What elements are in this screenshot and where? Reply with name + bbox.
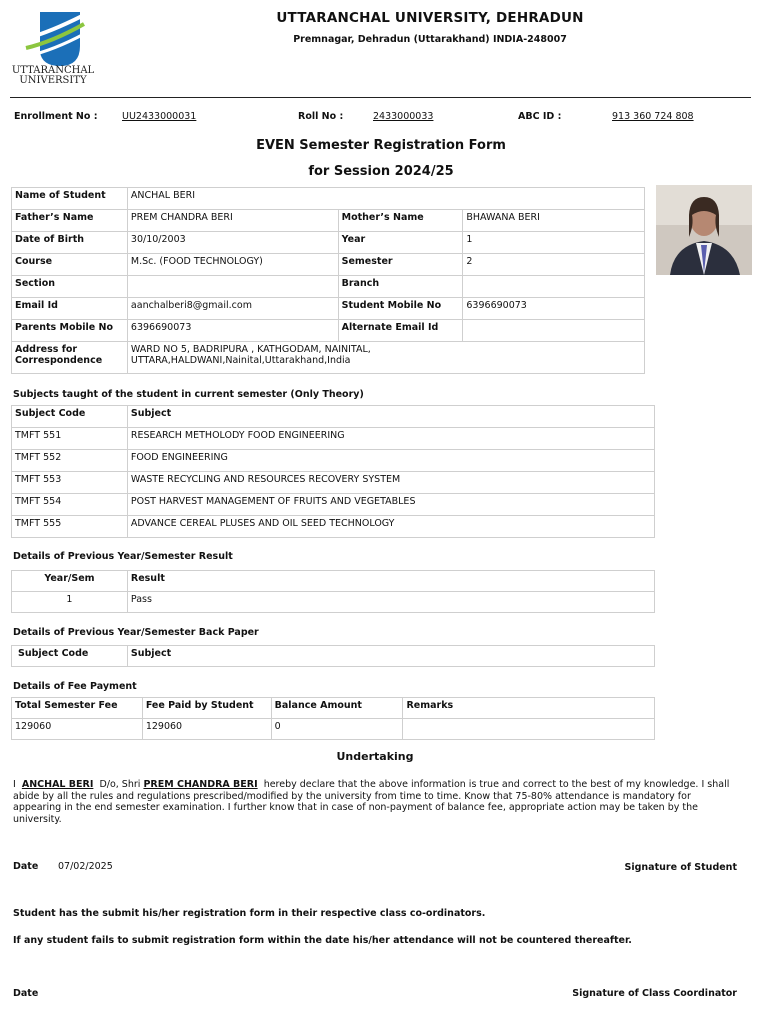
date-value-student: 07/02/2025 (58, 861, 113, 872)
col-subject: Subject (127, 406, 654, 428)
enrollment-value: UU2433000031 (122, 111, 197, 122)
email-value: aanchalberi8@gmail.com (127, 298, 338, 320)
university-address: Premnagar, Dehradun (Uttarakhand) INDIA-248007 (293, 34, 567, 45)
form-title: EVEN Semester Registration Form (256, 138, 506, 153)
logo-text-line1: UTTARANCHAL (11, 65, 95, 76)
remarks-value (403, 719, 655, 740)
table-row (12, 516, 655, 538)
table-row (12, 254, 645, 276)
course-label: Course (12, 254, 128, 276)
subject-name: WASTE RECYCLING AND RESOURCES RECOVERY SYSTEM (127, 472, 654, 494)
col-backpaper-code: Subject Code (12, 646, 128, 667)
prev-result-table (11, 570, 655, 613)
table-row (12, 571, 655, 592)
branch-value (463, 276, 645, 298)
branch-label: Branch (338, 276, 463, 298)
course-value: M.Sc. (FOOD TECHNOLOGY) (127, 254, 338, 276)
undertaking-declaration: hereby declare that the above information is true and correct to the best of my knowledge. I shall abide by all the rules and regulations prescribed/modified by the university from time to time. Know that 75-80% attendance is mandatory for appearing in the end semester examination. I further know that in case of non-payment of balance fee, appropriate action may be taken by the university. (13, 779, 730, 825)
alt-email-value (463, 320, 645, 342)
roll-value: 2433000033 (373, 111, 434, 122)
subject-name: RESEARCH METHOLODY FOOD ENGINEERING (127, 428, 654, 450)
email-label: Email Id (12, 298, 128, 320)
fee-table (11, 697, 655, 740)
prev-result-heading: Details of Previous Year/Semester Result (13, 551, 233, 562)
col-fee-paid: Fee Paid by Student (142, 698, 271, 719)
col-remarks: Remarks (403, 698, 655, 719)
note-line2: If any student fails to submit registration form within the date his/her attendance will not be countered thereafter. (13, 935, 632, 946)
table-row (12, 494, 655, 516)
father-name: PREM CHANDRA BERI (127, 210, 338, 232)
father-label: Father’s Name (12, 210, 128, 232)
address-label-line1: Address for (15, 344, 78, 355)
section-label: Section (12, 276, 128, 298)
col-year-sem: Year/Sem (12, 571, 128, 592)
parents-mobile-label: Parents Mobile No (12, 320, 128, 342)
semester-label: Semester (338, 254, 463, 276)
col-total-fee: Total Semester Fee (12, 698, 143, 719)
address-line2: UTTARA,HALDWANI,Nainital,Uttarakhand,India (130, 355, 351, 366)
year-sem-value: 1 (12, 592, 128, 613)
table-row (12, 698, 655, 719)
session-title: for Session 2024/25 (308, 164, 454, 179)
table-row (12, 592, 655, 613)
table-row (12, 428, 655, 450)
alt-email-label: Alternate Email Id (338, 320, 463, 342)
header-divider (10, 97, 751, 98)
table-row (12, 210, 645, 232)
dob-value: 30/10/2003 (127, 232, 338, 254)
address-label-line2: Correspondence (15, 355, 103, 366)
subject-name: FOOD ENGINEERING (127, 450, 654, 472)
undertaking-father-name: PREM CHANDRA BERI (143, 779, 258, 790)
subject-name: POST HARVEST MANAGEMENT OF FRUITS AND VEGETABLES (127, 494, 654, 516)
undertaking-text (13, 779, 738, 825)
date-label-coordinator: Date (13, 988, 39, 999)
col-backpaper-subject: Subject (127, 646, 654, 667)
fee-paid-value: 129060 (142, 719, 271, 740)
undertaking-prefix: I (13, 779, 16, 790)
table-row (12, 342, 645, 374)
student-photo (656, 185, 752, 275)
signature-of-coordinator: Signature of Class Coordinator (572, 988, 737, 999)
table-row (12, 719, 655, 740)
mobile-value: 6396690073 (463, 298, 645, 320)
subject-code: TMFT 552 (12, 450, 128, 472)
undertaking-student-name: ANCHAL BERI (21, 779, 94, 790)
back-paper-table (11, 645, 655, 667)
semester-value: 2 (463, 254, 645, 276)
total-fee-value: 129060 (12, 719, 143, 740)
table-row (12, 472, 655, 494)
university-name: UTTARANCHAL UNIVERSITY, DEHRADUN (276, 10, 584, 26)
mother-name: BHAWANA BERI (463, 210, 645, 232)
subject-code: TMFT 555 (12, 516, 128, 538)
subject-code: TMFT 553 (12, 472, 128, 494)
col-result: Result (127, 571, 654, 592)
subjects-table (11, 405, 655, 538)
table-row (12, 320, 645, 342)
table-row (12, 188, 645, 210)
address-label (12, 342, 128, 374)
subjects-heading: Subjects taught of the student in current semester (Only Theory) (13, 389, 364, 400)
table-row (12, 298, 645, 320)
signature-of-student: Signature of Student (624, 862, 737, 873)
table-row (12, 406, 655, 428)
parents-mobile-value: 6396690073 (127, 320, 338, 342)
table-row (12, 450, 655, 472)
section-value (127, 276, 338, 298)
table-row (12, 232, 645, 254)
col-subject-code: Subject Code (12, 406, 128, 428)
undertaking-heading: Undertaking (336, 750, 414, 763)
table-row (12, 646, 655, 667)
abc-value: 913 360 724 808 (612, 111, 694, 122)
student-name: ANCHAL BERI (127, 188, 644, 210)
dob-label: Date of Birth (12, 232, 128, 254)
subject-name: ADVANCE CEREAL PLUSES AND OIL SEED TECHNOLOGY (127, 516, 654, 538)
mother-label: Mother’s Name (338, 210, 463, 232)
mobile-label: Student Mobile No (338, 298, 463, 320)
result-value: Pass (127, 592, 654, 613)
balance-value: 0 (271, 719, 403, 740)
undertaking-relation: D/o, Shri (99, 779, 141, 790)
col-balance: Balance Amount (271, 698, 403, 719)
year-value: 1 (463, 232, 645, 254)
enrollment-label: Enrollment No : (14, 111, 98, 122)
address-line1: WARD NO 5, BADRIPURA , KATHGODAM, NAINITAL, (130, 344, 371, 355)
logo-text-line2: UNIVERSITY (19, 75, 87, 86)
year-label: Year (338, 232, 463, 254)
subject-code: TMFT 554 (12, 494, 128, 516)
address-value (127, 342, 644, 374)
note-line1: Student has the submit his/her registration form in their respective class co-ordinators. (13, 908, 486, 919)
date-label-student: Date (13, 861, 39, 872)
table-row (12, 276, 645, 298)
student-details-table (11, 187, 645, 374)
back-paper-heading: Details of Previous Year/Semester Back Paper (13, 627, 259, 638)
roll-label: Roll No : (298, 111, 344, 122)
fee-heading: Details of Fee Payment (13, 681, 137, 692)
name-label: Name of Student (12, 188, 128, 210)
abc-label: ABC ID : (518, 111, 562, 122)
subject-code: TMFT 551 (12, 428, 128, 450)
